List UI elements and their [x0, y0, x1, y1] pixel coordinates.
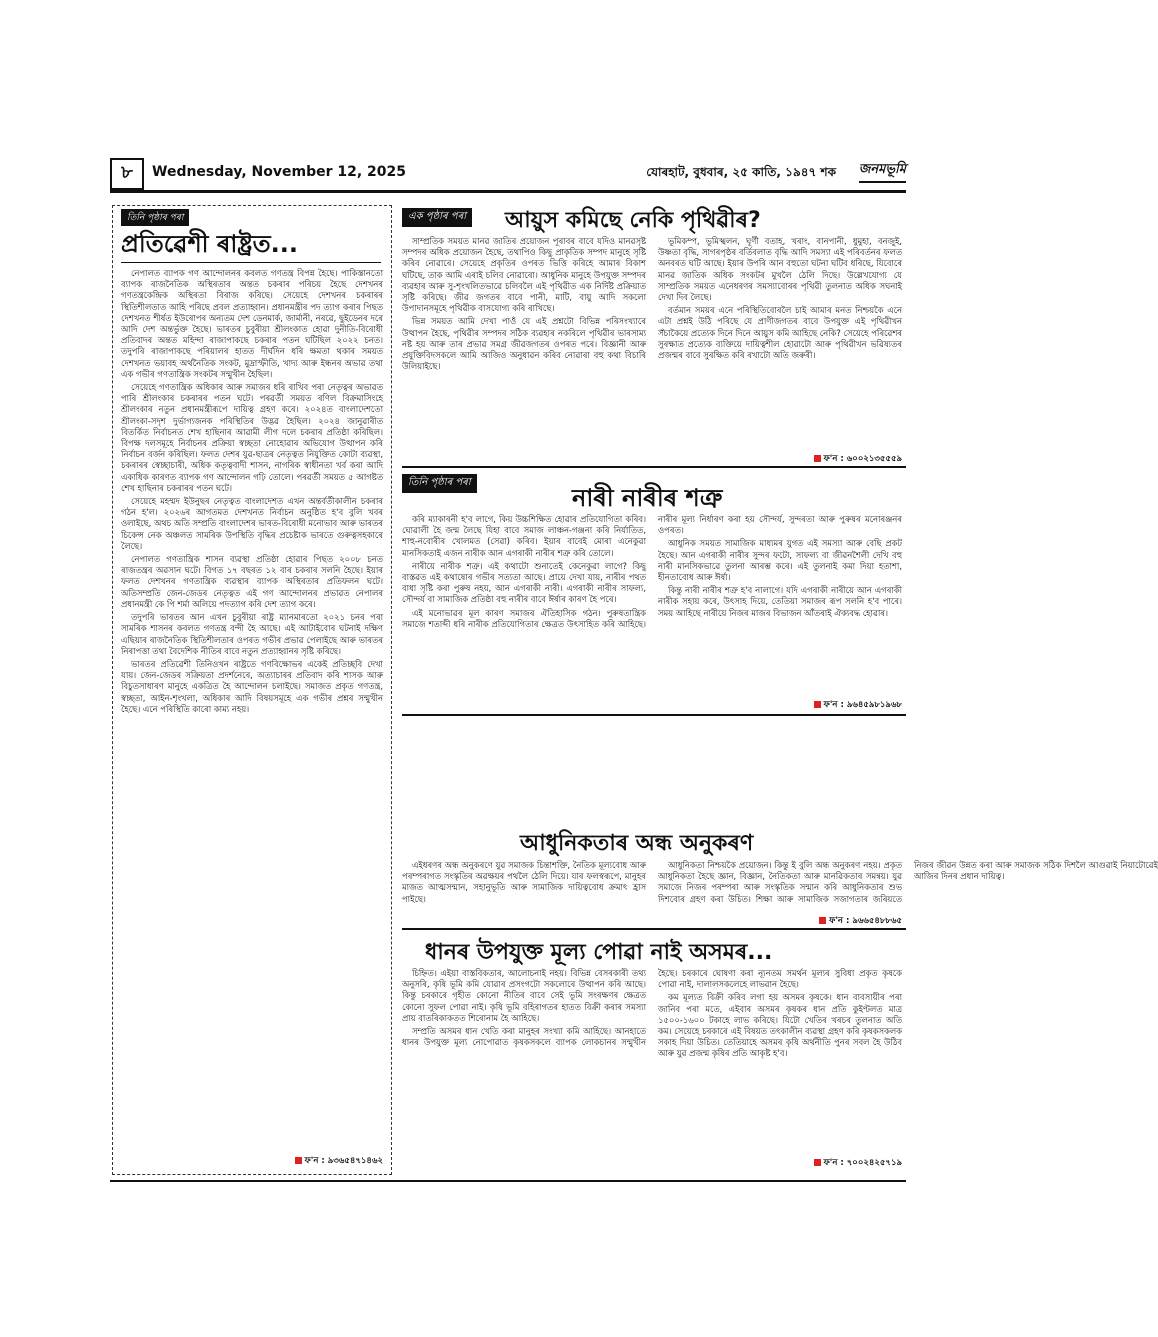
- article-title: ধানৰ উপযুক্ত মূল্য পোৱা নাই অসমৰ...: [425, 940, 773, 965]
- article-body: [402, 236, 902, 454]
- article-title: আধুনিকতাৰ অন্ধ অনুকৰণ: [520, 831, 754, 856]
- article-title: নাৰী নাৰীৰ শত্ৰু: [572, 484, 723, 512]
- neighbours-article: [112, 205, 392, 1175]
- paragraph: ভূমিকম্প, ভূমিস্খলন, ঘূৰ্ণী বতাহ, খৰাং, বানপানী, ধুমুহা, বনজুই, উষ্ণতা বৃদ্ধি, সাগৰপৃষ্ঠৰ বৰ্তিবলাত বৃদ্ধি আদি সমস্যা এই পৰিবৰ্তনৰ ফলত অনবৰত ঘটি আছে। ইয়াৰ উপৰি আন বহুতো ঘটনা ঘটিব ধৰিছে, যিবোৰে মানৱ জাতিক অধিক সংকটৰ মুখলৈ ঠেলি দিছে। উল্লেখযোগ্য যে সাম্প্ৰতিক সময়ত এনেধৰণৰ সমস্যাবোৰৰ পৃথিৱী তুলনাত অধিক সঘনাই দেখা দিব লৈছে।: [658, 236, 902, 303]
- contact-phone: [819, 914, 902, 928]
- header-assamese-date: যোৰহাট, বুধবাৰ, ২৫ কাতি, ১৯৪৭ শক: [646, 165, 836, 179]
- phone-text: ফ'ন : ৯৩৬৫৪৭১৪৬২: [304, 1156, 383, 1166]
- newspaper-brand: জনমভূমি: [859, 160, 906, 183]
- continued-tag: তিনি পৃষ্ঠাৰ পৰা: [402, 474, 477, 493]
- article-body: [121, 268, 383, 1148]
- header-date: Wednesday, November 12, 2025: [152, 164, 407, 180]
- page-header: [110, 158, 906, 188]
- paragraph: এইধৰণৰ অন্ধ অনুকৰণে যুৱ সমাজক চিন্তাশক্তি, নৈতিক মূল্যবোধ আৰু পৰম্পৰাগত সংস্কৃতিৰ অৱক্ষয়ৰ পথলৈ ঠেলি দিয়ে। যাৰ ফলস্বৰূপে, মানুহৰ মাজত আত্মসন্মান, সহানুভূতি আৰু সামাজিক দায়িত্ববোধ ক্ৰমাৎ হ্ৰাস পাইছে।: [402, 860, 646, 904]
- paragraph: সেয়েহে মহম্মদ ইউনুছৰ নেতৃত্বত বাংলাদেশত এখন অন্তৰ্বৰ্তীকালীন চকৰাৰ গঠন হ'ল। ২০২৬ৰ আগতমত দেশখনত নিৰ্বাচন অনুষ্ঠিত হ'ব বুলি খবৰ ওলাইছে, অথচ অতি সম্প্ৰতি বাংলাদেশৰ ভাৰত-বিৰোধী মনোভাব আৰু ভাৰতৰ চিকেন্স নেক অঞ্চলত সামৰিক উপস্থিতি বৃদ্ধিৰ প্ৰচেষ্টাক ভাৰতে গুৰুত্বসহকাৰে লৈছে।: [121, 496, 383, 551]
- section-divider: [402, 466, 906, 468]
- paragraph: সেয়েহে গণতান্ত্ৰিক অধিকাৰ আৰু সমাজৰ ধৰি ৰাখিব পৰা নেতৃত্বৰ অভাৱত পাৰি শ্ৰীলংকাৰ চকৰাৰৰ পতন ঘটে। পৰৱৰ্তী সময়ত ৰণিল বিক্ৰমাসিংহে শ্ৰীলংকাৰ নতুন প্ৰধানমন্ত্ৰীৰূপে দায়িত্ব গ্ৰহণ কৰে। ২০২৪ত বাংলাদেশতো শ্ৰীলংকা-সদৃশ দুৰ্ভাগ্যজনক পৰিস্থিতিৰ উদ্ভৱ হৈছিল। ২০২৪ জানুৱাৰীত বিতৰ্কিত নিৰ্বাচনত শেখ হাছিনাৰ আৱামী লীগ দলে চকৰাৰ প্ৰতিষ্ঠা কৰিছিল। বিপক্ষ দলসমূহে নিৰ্বাচনৰ প্ৰক্ৰিয়া স্বচ্ছতা নোহোৱাৰ অভিযোগ উত্থাপন কৰি নিৰ্বাচন বৰ্জন কৰিছিল। ফলত দেশৰ যুৱ-ছাত্ৰৰ নেতৃত্বত নিযুক্তিত কোটা ব্যৱস্থা, চকৰাৰৰ স্বেচ্ছাচাৰী, অধিক কতৃত্ববাদী শাসন, নাগৰিক স্বাধীনতা খৰ্ব কৰা আদি একাধিক কাৰণত ব্যাপক গণ আন্দোলন গঢ়ি তোলে। পৰৱৰ্তী সময়ত ৫ আগষ্টত শেখ হাছিনাৰ চকৰাৰৰ পতন ঘটে।: [121, 382, 383, 493]
- bullet-square-icon: [814, 1159, 821, 1166]
- paragraph: সাম্প্ৰতিক সময়ত মানৱ জাতিৰ প্ৰয়োজন পূৰাবৰ বাবে যদিও মানৱসৃষ্ট সম্পদৰ অধিক প্ৰয়োজন হৈছে, তথাপিও কিছু প্ৰাকৃতিক সম্পদ মানুহে সৃষ্টি কৰিব নোৱাৰে। সেয়েহে প্ৰকৃতিৰ ওপৰত ভিত্তি কৰিহে আমাৰ বিকাশ ঘটিছে, তাক আমি এৰাই চলিব নোৱাৰো। আধুনিক মানুহে উপযুক্ত সম্পদৰ ব্যৱহাৰ আৰু সু-শৃংখলিতভাৱে চলিবলৈ এই পৃথিৱীত এক নিৰ্দিষ্ট প্ৰক্ৰিয়াত সৃষ্টি কৰিছে। জীৱ জগতৰ বাবে পানী, মাটি, বায়ু আদি সকলো উপাদানসমূহে পৃথিৱীক বাসযোগ্য কৰি ৰাখিছে।: [402, 236, 646, 314]
- phone-text: ফ'ন : ৯৬৪৫৯৮১৯৬৮: [823, 700, 902, 710]
- paragraph: নেপালত ব্যাপক গণ আন্দোলনৰ কবলত গণতন্ত্ৰ বিপন্ন হৈছে। পাকিস্তানতো ব্যাপক ৰাজনৈতিক অস্থিৰতাৰ অন্তত চকৰাৰ পৰিচয় হৈছে দেশখনৰ গণতন্ত্ৰকেন্দ্ৰিক অস্থিৰতা বিৰাজ কৰিছে। সেয়েহে দেশখনৰ চকৰাৰৰ স্থিতিশীলতাত আহি পৰিছে প্ৰবল প্ৰত্যাহ্বান। প্ৰধানমন্ত্ৰীৰ পদ ত্যাগ কৰাৰ পিছত দেশখনত শীৰ্ষত ইউৰোপৰ অন্যতম দেশ ডেনমাৰ্ক, জাৰ্মানী, নৰৱে, ছুইডেনৰ দৰে আদি দেশ অন্তৰ্ভুক্ত হৈছে। ভাৰতৰ চুবুৰীয়া শ্ৰীলংকাত হোৱা দুনীতি-বিৰোধী প্ৰতিবাদৰ অন্তত মহিন্দা ৰাজাপাকছে চকৰাৰ পতন ঘটিছিল ২০২২ চনত। তদুপৰি ৰাজাপাকছে পৰিয়ালৰ হাতত দীৰ্ঘদিন ধৰি ক্ষমতা থকাৰ সময়ত দেশখনত ভয়াবহ অৰ্থনৈতিক সংকট, মুদ্ৰাস্ফীতি, খাদ্য আৰু ইন্ধনৰ অভাৱ তথা এক গভীৰ গণতান্ত্ৰিক সংকটৰ সন্মুখীন হৈছিল।: [121, 268, 383, 379]
- paragraph: ভাৰতৰ প্ৰতিৱেশী তিনিওখন ৰাষ্ট্ৰতে গণবিক্ষোভৰ একেই প্ৰতিচ্ছবি দেখা যায়। জেন-জেডৰ সক্ৰিয়তা প্ৰদৰ্শনেৰে, অত্যাচাৰৰ প্ৰতিবাদ কৰি শাসক আৰু বিচুতসাধাৰণ মানুহে একত্ৰিত হৈ আন্দোলন চলাইছে। সমাজত প্ৰকৃত গণতন্ত্ৰ, স্বচ্ছতা, আইন-শৃংখলা, অধিকাৰ আদি বিষয়সমূহে এক গভীৰ প্ৰশ্নৰ সন্মুখীন হৈছে। এনে পৰিস্থিতি কাৰো কাম্য নহয়।: [121, 658, 383, 714]
- continued-tag: এক পৃষ্ঠাৰ পৰা: [402, 208, 472, 227]
- bullet-square-icon: [814, 701, 821, 708]
- bullet-square-icon: [819, 917, 826, 924]
- paragraph: এই মনোভাৱৰ মূল কাৰণ সমাজৰ ঐতিহাসিক গঠন। পুৰুষতান্ত্ৰিক সমাজে শতাব্দী ধৰি নাৰীক প্ৰতিযোগিতাৰ ক্ষেত্ৰত উৎসাহিত কৰি আহিছে। নাৰীৰ মূল্য নিৰ্ধাৰণ কৰা হয় সৌন্দৰ্য, সুন্দৰতা আৰু পুৰুষৰ মনোৰঞ্জনৰ ওপৰত।: [402, 514, 902, 629]
- article-body: [402, 514, 902, 682]
- paragraph: নাৰীয়ে নাৰীক শত্ৰু। এই কথাটো শুনাতেই কেনেকুৱা লাগে? কিছু বাস্তৱত এই কথাষোৰ গভীৰ সত্যতা আছে। প্ৰায়ে দেখা যায়, নাৰীৰ পথত বাধা সৃষ্টি কৰা পুৰুষ নহয়, আন এগৰাকী নাৰী। এগৰাকী নাৰীৰ সাফল্য, সৌন্দৰ্য বা সামাজিক প্ৰতিষ্ঠা বহু নাৰীৰ বাবে ঈৰ্ষাৰ কাৰণ হৈ পৰে।: [402, 560, 646, 605]
- article-body: [402, 968, 902, 1152]
- article-title: আয়ুস কমিছে নেকি পৃথিৱীৰ?: [505, 208, 761, 233]
- bullet-square-icon: [295, 1157, 302, 1164]
- contact-phone: [295, 1154, 383, 1168]
- section-divider: [402, 928, 906, 930]
- section-divider: [402, 714, 906, 716]
- contact-phone: [814, 698, 902, 712]
- article-title: প্ৰতিৱেশী ৰাষ্ট্ৰত...: [121, 230, 299, 258]
- contact-phone: [814, 1156, 902, 1170]
- header-rule: [110, 190, 906, 193]
- paragraph: চিহ্নিত। এইয়া বাস্তবিকতাৰ, আলোচনাই নহয়। বিভিন্ন বেসৰকাৰী তথ্য অনুসৰি, কৃষি ভূমি কমি যোৱাৰ প্ৰসংগটো সকলোৰে উত্থাপন কৰি আছে। কিন্তু চৰকাৰে গৃহীত কোনো নীতিৰ বাবে সেই ভূমি সংৰক্ষণৰ ক্ষেত্ৰত কোনো সুফল পোৱা নাই। কৃষি ভূমি বহিৰাগতৰ হাতত বিক্ৰী কৰাৰ সমস্যা প্ৰায় বাতৰিকাকতত শিৰোনাম হৈ আহিছে।: [402, 968, 646, 1023]
- phone-text: ফ'ন : ৯৬৬৫৪৮৮৬৫: [829, 916, 902, 926]
- paragraph: কৰি ম্যাকাৰনী হ'ব লাগে, কিয় উচ্চশিক্ষিত হোৱাৰ প্ৰতিযোগিতা কৰিব। ঘোৱালী হৈ জন্ম লৈছে যিহা বাবে সমাজ লাঞ্চন-গঞ্জনা কৰি নিৰ্যাতিত, শাহু-নবোৰীৰ খোলমত (সেৱা) কৰিব। ইয়াৰ বাবেই মোৰা এনেকুৱা মানসিকতাই এজন নাৰীক আন এগৰাকী নাৰীৰ শত্ৰু কৰি তোলে।: [402, 514, 646, 558]
- phone-text: ফ'ন : ৭০০২৪২৫৭১৯: [823, 1158, 902, 1168]
- paragraph: কিন্তু নাৰী নাৰীৰ শত্ৰু হ'ব নালাগে। যদি এগৰাকী নাৰীয়ে আন এগৰাকী নাৰীক সহায় কৰে, উৎসাহ দিয়ে, তেতিয়া সমাজৰ ৰূপ সলনি হ'ব পাৰে। সময় আহিছে নাৰীয়ে নিজৰ মাজৰ বিভাজন আঁতৰাই ঐক্যবদ্ধ হোৱাৰ।: [658, 585, 902, 618]
- title-underline: [121, 262, 381, 263]
- page-number: ৮: [110, 158, 144, 190]
- paragraph: ভিন্ন সময়ত আমি দেখা পাওঁ যে এই প্ৰশ্নটো বিভিন্ন পৰিসংখ্যাৰে উত্থাপন হৈছে, পৃথিৱীৰ সম্পদৰ সঠিক ব্যৱহাৰ নকৰিলে পৃথিৱীৰ ভাৰসাম্য নষ্ট হয় আৰু তাৰ প্ৰভাৱ সমগ্ৰ জীৱজগতৰ ওপৰত পৰে। বিজ্ঞানী আৰু প্ৰযুক্তিবিদসকলে আমি আজিও অনুধাৱন কৰিব নোৱাৰা বহু কথা বিচাৰি উলিয়াইছে।: [402, 316, 646, 372]
- bullet-square-icon: [814, 455, 821, 462]
- footer-rule: [110, 1180, 906, 1182]
- paragraph: বৰ্তমান সময়ৰ এনে পৰিস্থিতিবোৰলৈ চাই আমাৰ মনত নিশ্চয়কৈ এনে এটা প্ৰশ্নই উঠি পৰিছে যে প্ৰাণীজগতৰ বাবে উপযুক্ত এই পৃথিৱীখন সঁচাকৈয়ে প্ৰত্যেক দিনে দিনে আয়ুস কমি আহিছে নেকি? সেয়েহে পৰিৱেশৰ সুৰক্ষাত প্ৰত্যেক ব্যক্তিয়ে দায়িত্বশীল হোৱাটো আৰু পৃথিৱীখন ভৱিষ্যতৰ প্ৰজন্মৰ বাবে সুৰক্ষিত কৰি ৰখাটো অতি জৰুৰী।: [658, 305, 902, 361]
- paragraph: নেপালত গণতান্ত্ৰিক শাসন ব্যৱস্থা প্ৰতিষ্ঠা হোৱাৰ পিছত ২০০৮ চনত ৰাজতন্ত্ৰৰ অৱসান ঘটে। বিগত ১৭ বছৰত ১২ বাৰ চকৰাৰ সলনি হৈছে। ইয়াৰ ফলত দেশখনৰ গণতান্ত্ৰিক ব্যৱস্থাৰ ব্যাপক অস্থিৰতাৰ প্ৰতিফলন ঘটে। অতিসম্প্ৰতি জেন-জেডৰ নেতৃত্বত এই গণ আন্দোলনৰ প্ৰভাৱত নেপালৰ প্ৰধানমন্ত্ৰী কে পি শৰ্মা অলিয়ে পদত্যাগ কৰি দেশ ত্যাগ কৰে।: [121, 554, 383, 609]
- paragraph: আধুনিকতা নিশ্চয়কৈ প্ৰয়োজন। কিন্তু ই বুলি অন্ধ অনুকৰণ নহয়। প্ৰকৃত আধুনিকতা হৈছে জ্ঞান, বিজ্ঞান, নৈতিকতা আৰু মানৱিকতাৰ সমন্বয়। যুৱ সমাজে নিজৰ পৰম্পৰা আৰু সংস্কৃতিক সন্মান কৰি আধুনিকতাৰ শুভ দিশবোৰ গ্ৰহণ কৰা উচিত। শিক্ষা আৰু সামাজিক সজাগতাৰ জৰিয়তে নিজৰ জীৱন উন্নত কৰা আৰু সমাজক সঠিক দিশলৈ আগুৱাই নিয়াটোৱেই আজিৰ দিনৰ প্ৰধান দায়িত্ব।: [658, 860, 1158, 904]
- paragraph: কম মূল্যত বিক্ৰী কৰিব লগা হয় অসমৰ কৃষকে। ধান বাবসায়ীৰ পৰা জানিব পৰা মতে, এইবাৰ অসমৰ কৃষকৰ ধান প্ৰতি কুইণ্টলত মাত্ৰ ১৫০০-১৬০০ টকাহে লাভ কৰিছে। যিটো খেতিৰ খৰচৰ তুলনাত অতি কম। সেয়েহে চৰকাৰে এই বিষয়ত তৎকালীন ব্যৱস্থা গ্ৰহণ কৰি কৃষকসকলক সকাহ দিয়া উচিত। তেতিয়াহে অসমৰ কৃষি অৰ্থনীতি পুনৰ সবল হৈ উঠিব আৰু যুৱ প্ৰজন্ম কৃষিৰ প্ৰতি আকৃষ্ট হ'ব।: [658, 992, 902, 1059]
- phone-text: ফ'ন : ৬০০২১৩৫৫৫৯: [823, 454, 902, 464]
- paragraph: আধুনিক সময়ত সামাজিক মাধ্যমৰ যুগত এই সমস্যা আৰু বেছি প্ৰকট হৈছে। আন এগৰাকী নাৰীৰ সুন্দৰ ফটো, সাফল্য বা জীৱনশৈলী দেখি বহু নাৰী মানসিকভাৱে তুলনা আৰম্ভ কৰে। এই তুলনাই কমা দিয়া হতাশা, হীনতাবোধ আৰু ঈৰ্ষা।: [658, 538, 902, 583]
- paragraph: তদুপৰি ভাৰতৰ আন এখন চুবুৰীয়া ৰাষ্ট্ৰ ম্যানমাৰতো ২০২১ চনৰ পৰা সামৰিক শাসনৰ কবলত গণতন্ত্ৰ বন্দী হৈ আছে। এই আটাইবোৰ ঘটনাই দক্ষিণ এছিয়াৰ ৰাজনৈতিক স্থিতিশীলতাৰ ওপৰত গভীৰ প্ৰভাৱ পেলাইছে আৰু ভাৰতৰ নিৰাপত্তা তথা বৈদেশিক নীতিৰ বাবে নতুন প্ৰত্যাহ্বানৰ সৃষ্টি কৰিছে।: [121, 612, 383, 656]
- contact-phone: [814, 452, 902, 466]
- paragraph: সম্প্ৰতি অসমৰ ধান খেতি কৰা মানুহৰ সংখ্যা কমি আহিছে। আনহাতে ধানৰ উপযুক্ত মূল্য নোপোৱাত কৃষকসকলে ব্যাপক লোকচানৰ সন্মুখীন হৈছে। চৰকাৰে ঘোষণা কৰা ন্যূনতম সমৰ্থন মূল্যৰ সুবিধা প্ৰকৃত কৃষকে পোৱা নাই, দালালসকলেহে লাভৱান হৈছে।: [402, 968, 902, 1048]
- continued-tag: তিনি পৃষ্ঠাৰ পৰা: [121, 209, 189, 226]
